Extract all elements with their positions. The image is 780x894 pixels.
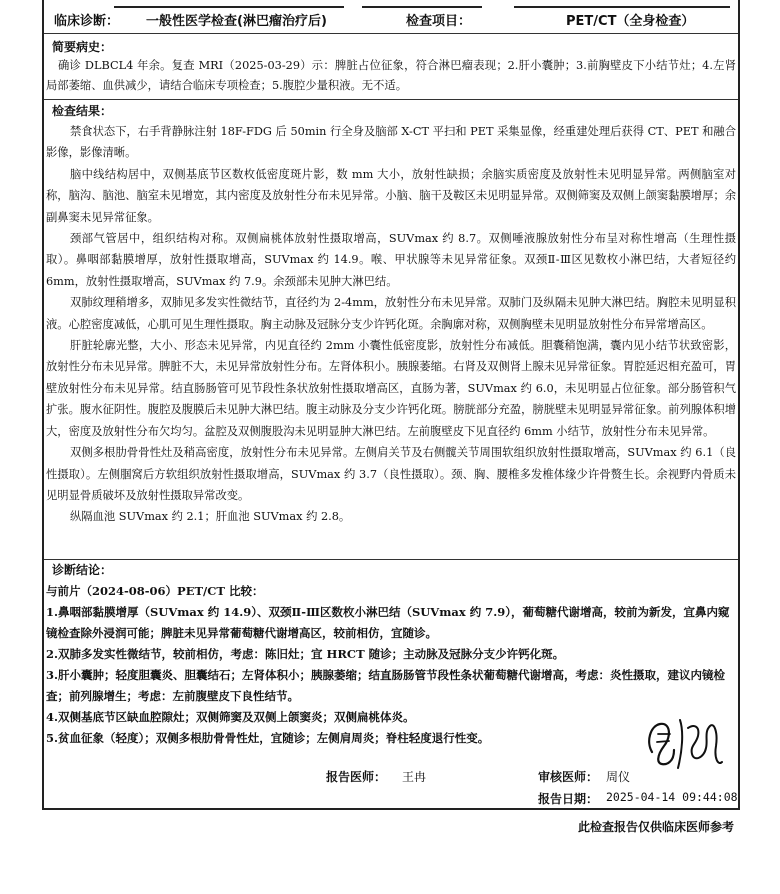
findings-paragraph: 双侧多根肋骨骨性灶及稍高密度，放射性分布未见异常。左侧肩关节及右侧髋关节周围软组织放射性摄取增高，SUVmax 约 6.1（良性摄取）。左侧腘窝后方软组织放射性摄取增高，SUVmax 约 3.7（良性摄取）。颈、胸、腰椎多发椎体缘少许骨赘生长。余视野内骨质未见明显骨质破坏及放射性摄取异常改变。 [46, 446, 736, 502]
diagnosis-value: 一般性医学检查(淋巴瘤治疗后) [146, 14, 327, 29]
header-underline [114, 6, 344, 8]
divider [44, 559, 738, 560]
exam-value: PET/CT（全身检查） [566, 14, 695, 29]
report-date-label: 报告日期： [538, 792, 599, 806]
header-underline [514, 6, 730, 8]
findings-body [46, 121, 736, 528]
conclusion-item: 3.肝小囊肿；轻度胆囊炎、胆囊结石；左肾体积小；胰腺萎缩；结直肠肠管节段性条状葡萄糖代谢增高，考虑：炎性摄取，建议内镜检查；前列腺增生；考虑：左前腹壁皮下良性结节。 [46, 668, 725, 703]
findings-paragraph: 脑中线结构居中，双侧基底节区数枚低密度斑片影，数 mm 大小，放射性缺损；余脑实质密度及放射性未见明显异常。两侧脑室对称，脑沟、脑池、脑室未见增宽，其内密度及放射性分布未见异常。小脑、脑干及鞍区未见明显异常。双侧筛窦及双侧上颌窦黏膜增厚；余副鼻窦未见异常征象。 [46, 167, 736, 224]
footer-note: 此检查报告仅供临床医师参考 [577, 820, 734, 834]
findings-title: 检查结果： [52, 104, 113, 118]
findings-paragraph: 禁食状态下，右手背静脉注射 18F-FDG 后 50min 行全身及脑部 X-CT 平扫和 PET 采集显像，经重建处理后获得 CT、PET 和融合影像，影像清晰。 [46, 125, 736, 160]
divider [44, 33, 738, 34]
findings-paragraph: 肝脏轮廓光整，大小、形态未见异常，内见直径约 2mm 小囊性低密度影，放射性分布减低。胆囊稍饱满，囊内见小结节状致密影，放射性分布未见异常。脾脏不大，未见异常放射性分布。左肾体积小。胰腺萎缩。右肾及双侧肾上腺未见异常征象。胃腔延迟相充盈可，胃壁放射性分布未见异常。结直肠肠管可见节段性条状放射性摄取增高区，直肠为著，SUVmax 约 6.0，未见明显占位征象。部分肠管积气扩张。腹水征阴性。腹腔及腹膜后未见肿大淋巴结。腹主动脉及分支少许钙化斑。膀胱部分充盈，膀胱壁未见明显异常征象。前列腺体积增大，密度及放射性分布欠均匀。盆腔及双侧腹股沟未见明显肿大淋巴结。左前腹壁皮下见直径约 6mm 小结节，放射性分布未见异常。 [46, 339, 736, 438]
handwritten-signature [644, 712, 724, 774]
reporter-name: 王冉 [402, 770, 427, 784]
report-header [44, 4, 738, 34]
conclusion-item: 1.鼻咽部黏膜增厚（SUVmax 约 14.9）、双颈Ⅱ-Ⅲ区数枚小淋巴结（SUVmax 约 7.9），葡萄糖代谢增高，较前为新发，宜鼻内窥镜检查除外浸润可能；脾脏未见异常葡萄糖代谢增高区，较前相仿，宜随诊。 [46, 605, 730, 640]
header-underline [362, 6, 482, 8]
report-date: 2025-04-14 09:44:08 [606, 790, 738, 804]
conclusion-item: 5.贫血征象（轻度）；双侧多根肋骨骨性灶，宜随诊；左侧肩周炎；脊柱轻度退行性变。 [46, 731, 490, 745]
exam-label: 检查项目： [406, 14, 472, 29]
reporter-label: 报告医师： [326, 770, 387, 784]
divider [44, 99, 738, 100]
findings-paragraph: 颈部气管居中，组织结构对称。双侧扁桃体放射性摄取增高，SUVmax 约 8.7。双侧唾液腺放射性分布呈对称性增高（生理性摄取）。鼻咽部黏膜增厚，放射性摄取增高，SUVmax 约 14.9。喉、甲状腺等未见异常征象。双颈Ⅱ-Ⅲ区见数枚小淋巴结，大者短径约 6mm，放射性摄取增高，SUVmax 约 7.9。余颈部未见肿大淋巴结。 [46, 232, 736, 288]
reviewer-name: 周仪 [606, 770, 631, 784]
diagnosis-label: 临床诊断： [54, 14, 120, 29]
conclusion-body [46, 581, 736, 749]
conclusion-title: 诊断结论： [52, 563, 113, 577]
conclusion-intro: 与前片（2024-08-06）PET/CT 比较： [46, 584, 264, 598]
history-title: 简要病史： [52, 40, 113, 54]
reviewer-label: 审核医师： [538, 770, 599, 784]
findings-paragraph: 双肺纹理稍增多，双肺见多发实性微结节，直径约为 2-4mm，放射性分布未见异常。双肺门及纵隔未见肿大淋巴结。胸腔未见明显积液。心腔密度减低，心肌可见生理性摄取。胸主动脉及冠脉分支少许钙化斑。余胸廓对称，双侧胸壁未见明显放射性分布异常增高区。 [46, 296, 736, 331]
findings-paragraph: 纵隔血池 SUVmax 约 2.1；肝血池 SUVmax 约 2.8。 [70, 510, 351, 524]
conclusion-item: 2.双肺多发实性微结节，较前相仿，考虑：陈旧灶；宜 HRCT 随诊；主动脉及冠脉分支少许钙化斑。 [46, 647, 565, 661]
history-text: 确诊 DLBCL4 年余。复查 MRI（2025-03-29）示：脾脏占位征象，符合淋巴瘤表现；2.肝小囊肿；3.前胸壁皮下小结节灶；4.左肾局部萎缩、血供减少，请结合临床专项检查；5.腹腔少量积液。无不适。 [46, 59, 736, 92]
conclusion-item: 4.双侧基底节区缺血腔隙灶；双侧筛窦及双侧上颌窦炎；双侧扁桃体炎。 [46, 710, 415, 724]
